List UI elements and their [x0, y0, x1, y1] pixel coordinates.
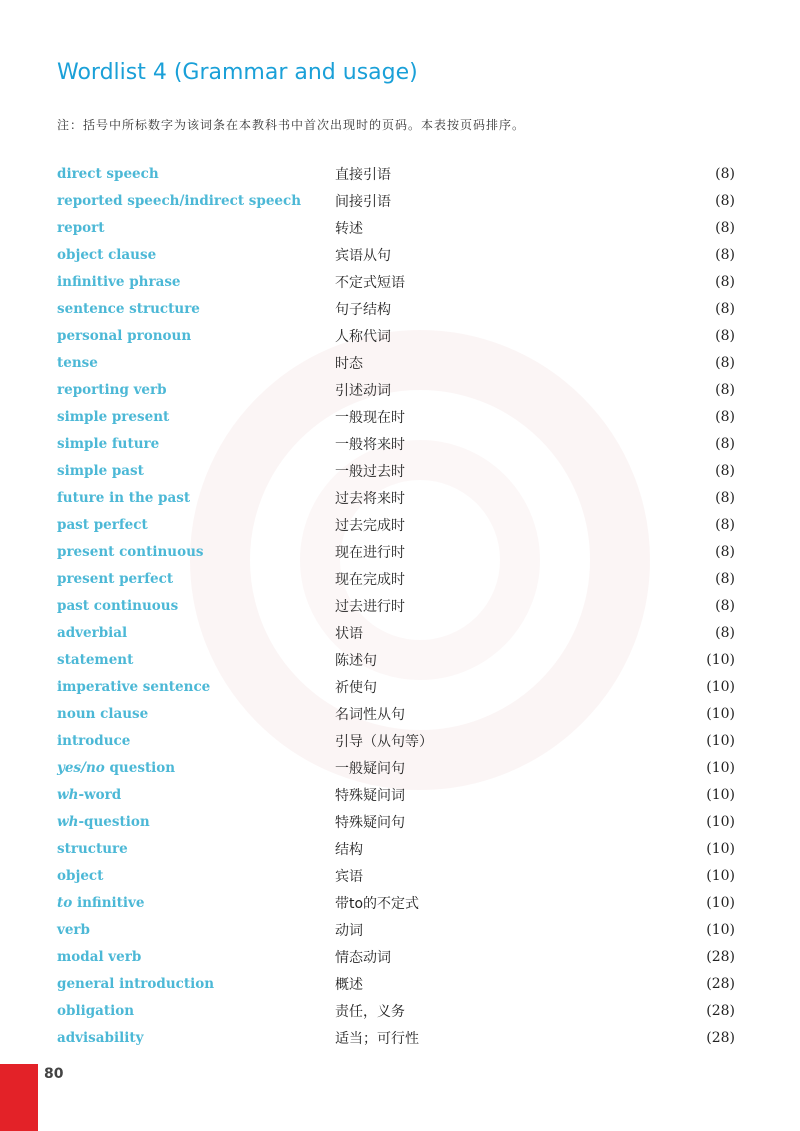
- list-item: [57, 889, 735, 916]
- entry-page: (10): [706, 813, 735, 830]
- entry-chinese: 不定式短语: [335, 274, 405, 291]
- entry-page: (8): [715, 354, 735, 371]
- entry-chinese: 结构: [335, 841, 363, 858]
- entry-term-text: future in the past: [57, 489, 191, 506]
- entry-chinese: 一般疑问句: [335, 760, 405, 777]
- entry-term-text: verb: [57, 921, 90, 938]
- entry-page: (8): [715, 462, 735, 479]
- list-item: [57, 619, 735, 646]
- entry-term-text: report: [57, 219, 105, 236]
- wordlist: [57, 160, 735, 1051]
- entry-chinese: 现在进行时: [335, 544, 405, 561]
- page-number: 80: [44, 1066, 64, 1082]
- entry-term: [57, 571, 335, 587]
- entry-term: [57, 544, 335, 560]
- entry-term-text: -question: [78, 813, 150, 830]
- entry-page: (28): [706, 1002, 735, 1019]
- entry-term: [57, 166, 335, 182]
- entry-page: (10): [706, 786, 735, 803]
- entry-term: [57, 409, 335, 425]
- entry-term: [57, 355, 335, 371]
- entry-chinese: 特殊疑问句: [335, 814, 405, 831]
- entry-term-italic: to: [57, 894, 73, 911]
- list-item: [57, 700, 735, 727]
- entry-term-text: noun clause: [57, 705, 149, 722]
- entry-term-text: past continuous: [57, 597, 179, 614]
- entry-page: (8): [715, 543, 735, 560]
- list-item: [57, 862, 735, 889]
- entry-page: (10): [706, 894, 735, 911]
- list-item: [57, 430, 735, 457]
- entry-chinese: 引导（从句等）: [335, 733, 433, 750]
- entry-chinese: 一般将来时: [335, 436, 405, 453]
- entry-page: (10): [706, 867, 735, 884]
- entry-chinese: 人称代词: [335, 328, 391, 345]
- entry-term: [57, 517, 335, 533]
- entry-term-text: tense: [57, 354, 98, 371]
- entry-page: (10): [706, 651, 735, 668]
- entry-term-text: obligation: [57, 1002, 135, 1019]
- entry-chinese: 陈述句: [335, 652, 377, 669]
- entry-page: (8): [715, 327, 735, 344]
- entry-term: [57, 463, 335, 479]
- list-item: [57, 511, 735, 538]
- entry-term-italic: wh: [57, 786, 79, 803]
- entry-chinese: 带to的不定式: [335, 895, 420, 912]
- entry-term-text: introduce: [57, 732, 131, 749]
- entry-page: (8): [715, 489, 735, 506]
- entry-term: [57, 949, 335, 965]
- entry-page: (8): [715, 516, 735, 533]
- entry-chinese: 转述: [335, 220, 363, 237]
- entry-chinese: 直接引语: [335, 166, 391, 183]
- entry-page: (28): [706, 975, 735, 992]
- entry-term-text: question: [104, 759, 176, 776]
- entry-term-text: general introduction: [57, 975, 215, 992]
- entry-term-text: imperative sentence: [57, 678, 211, 695]
- entry-chinese: 过去将来时: [335, 490, 405, 507]
- entry-chinese: 一般过去时: [335, 463, 405, 480]
- entry-chinese: 宾语从句: [335, 247, 391, 264]
- entry-chinese: 现在完成时: [335, 571, 405, 588]
- list-item: [57, 835, 735, 862]
- entry-term: [57, 895, 335, 911]
- entry-chinese: 适当；可行性: [335, 1030, 419, 1047]
- entry-term-text: -word: [78, 786, 122, 803]
- entry-chinese: 概述: [335, 976, 363, 993]
- entry-page: (8): [715, 192, 735, 209]
- entry-term-text: object clause: [57, 246, 157, 263]
- entry-term-text: present perfect: [57, 570, 174, 587]
- entry-chinese: 间接引语: [335, 193, 391, 210]
- entry-term-italic: yes/no: [57, 759, 105, 776]
- entry-term: [57, 598, 335, 614]
- entry-page: (8): [715, 624, 735, 641]
- list-item: [57, 781, 735, 808]
- entry-chinese: 责任，义务: [335, 1003, 405, 1020]
- entry-term: [57, 220, 335, 236]
- list-item: [57, 214, 735, 241]
- entry-term: [57, 868, 335, 884]
- entry-term: [57, 787, 335, 803]
- footer-red-bar: [0, 1064, 38, 1131]
- entry-term: [57, 706, 335, 722]
- entry-chinese: 状语: [335, 625, 363, 642]
- entry-term: [57, 733, 335, 749]
- entry-chinese: 引述动词: [335, 382, 391, 399]
- list-item: [57, 727, 735, 754]
- page-note: 注：括号中所标数字为该词条在本教科书中首次出现时的页码。本表按页码排序。: [57, 118, 526, 132]
- entry-page: (8): [715, 381, 735, 398]
- entry-term: [57, 328, 335, 344]
- entry-chinese: 特殊疑问词: [335, 787, 405, 804]
- entry-term: [57, 760, 335, 776]
- entry-term: [57, 382, 335, 398]
- entry-term-text: infinitive: [72, 894, 145, 911]
- entry-chinese: 动词: [335, 922, 363, 939]
- entry-page: (10): [706, 921, 735, 938]
- list-item: [57, 538, 735, 565]
- list-item: [57, 268, 735, 295]
- list-item: [57, 808, 735, 835]
- entry-term: [57, 922, 335, 938]
- entry-term-text: adverbial: [57, 624, 128, 641]
- entry-term: [57, 679, 335, 695]
- list-item: [57, 241, 735, 268]
- entry-term-text: reporting verb: [57, 381, 167, 398]
- entry-term-text: simple future: [57, 435, 160, 452]
- entry-page: (8): [715, 165, 735, 182]
- list-item: [57, 916, 735, 943]
- entry-term: [57, 1003, 335, 1019]
- entry-term: [57, 976, 335, 992]
- entry-term-text: past perfect: [57, 516, 148, 533]
- list-item: [57, 322, 735, 349]
- list-item: [57, 646, 735, 673]
- entry-chinese: 名词性从句: [335, 706, 405, 723]
- entry-term: [57, 841, 335, 857]
- list-item: [57, 484, 735, 511]
- entry-term-text: advisability: [57, 1029, 144, 1046]
- entry-term: [57, 814, 335, 830]
- entry-page: (10): [706, 840, 735, 857]
- entry-chinese: 祈使句: [335, 679, 377, 696]
- entry-term: [57, 274, 335, 290]
- list-item: [57, 592, 735, 619]
- entry-page: (8): [715, 597, 735, 614]
- entry-page: (8): [715, 435, 735, 452]
- entry-term: [57, 625, 335, 641]
- list-item: [57, 943, 735, 970]
- entry-term: [57, 652, 335, 668]
- entry-term-text: present continuous: [57, 543, 204, 560]
- list-item: [57, 997, 735, 1024]
- entry-term-text: simple past: [57, 462, 144, 479]
- entry-term: [57, 1030, 335, 1046]
- list-item: [57, 673, 735, 700]
- entry-term: [57, 490, 335, 506]
- entry-term: [57, 436, 335, 452]
- entry-term-text: direct speech: [57, 165, 159, 182]
- list-item: [57, 754, 735, 781]
- entry-page: (8): [715, 219, 735, 236]
- list-item: [57, 403, 735, 430]
- entry-chinese: 句子结构: [335, 301, 391, 318]
- entry-term-text: object: [57, 867, 104, 884]
- list-item: [57, 376, 735, 403]
- list-item: [57, 187, 735, 214]
- page-title: Wordlist 4 (Grammar and usage): [57, 60, 418, 85]
- entry-term-text: modal verb: [57, 948, 142, 965]
- entry-term-text: structure: [57, 840, 128, 857]
- entry-term-text: infinitive phrase: [57, 273, 181, 290]
- entry-term-text: reported speech/indirect speech: [57, 192, 302, 209]
- list-item: [57, 565, 735, 592]
- list-item: [57, 457, 735, 484]
- entry-chinese: 过去完成时: [335, 517, 405, 534]
- entry-term: [57, 193, 335, 209]
- entry-chinese: 过去进行时: [335, 598, 405, 615]
- list-item: [57, 349, 735, 376]
- entry-page: (28): [706, 948, 735, 965]
- entry-chinese: 情态动词: [335, 949, 391, 966]
- entry-page: (10): [706, 732, 735, 749]
- entry-term: [57, 247, 335, 263]
- entry-term-text: simple present: [57, 408, 170, 425]
- entry-page: (8): [715, 408, 735, 425]
- entry-page: (8): [715, 273, 735, 290]
- entry-page: (8): [715, 246, 735, 263]
- entry-page: (28): [706, 1029, 735, 1046]
- entry-chinese: 宾语: [335, 868, 363, 885]
- list-item: [57, 1024, 735, 1051]
- entry-term-text: statement: [57, 651, 134, 668]
- entry-term-text: personal pronoun: [57, 327, 192, 344]
- entry-chinese: 时态: [335, 355, 363, 372]
- entry-page: (8): [715, 570, 735, 587]
- entry-term: [57, 301, 335, 317]
- entry-page: (10): [706, 678, 735, 695]
- entry-chinese: 一般现在时: [335, 409, 405, 426]
- entry-page: (8): [715, 300, 735, 317]
- entry-page: (10): [706, 759, 735, 776]
- entry-term-text: sentence structure: [57, 300, 200, 317]
- list-item: [57, 970, 735, 997]
- entry-term-italic: wh: [57, 813, 79, 830]
- list-item: [57, 160, 735, 187]
- entry-page: (10): [706, 705, 735, 722]
- list-item: [57, 295, 735, 322]
